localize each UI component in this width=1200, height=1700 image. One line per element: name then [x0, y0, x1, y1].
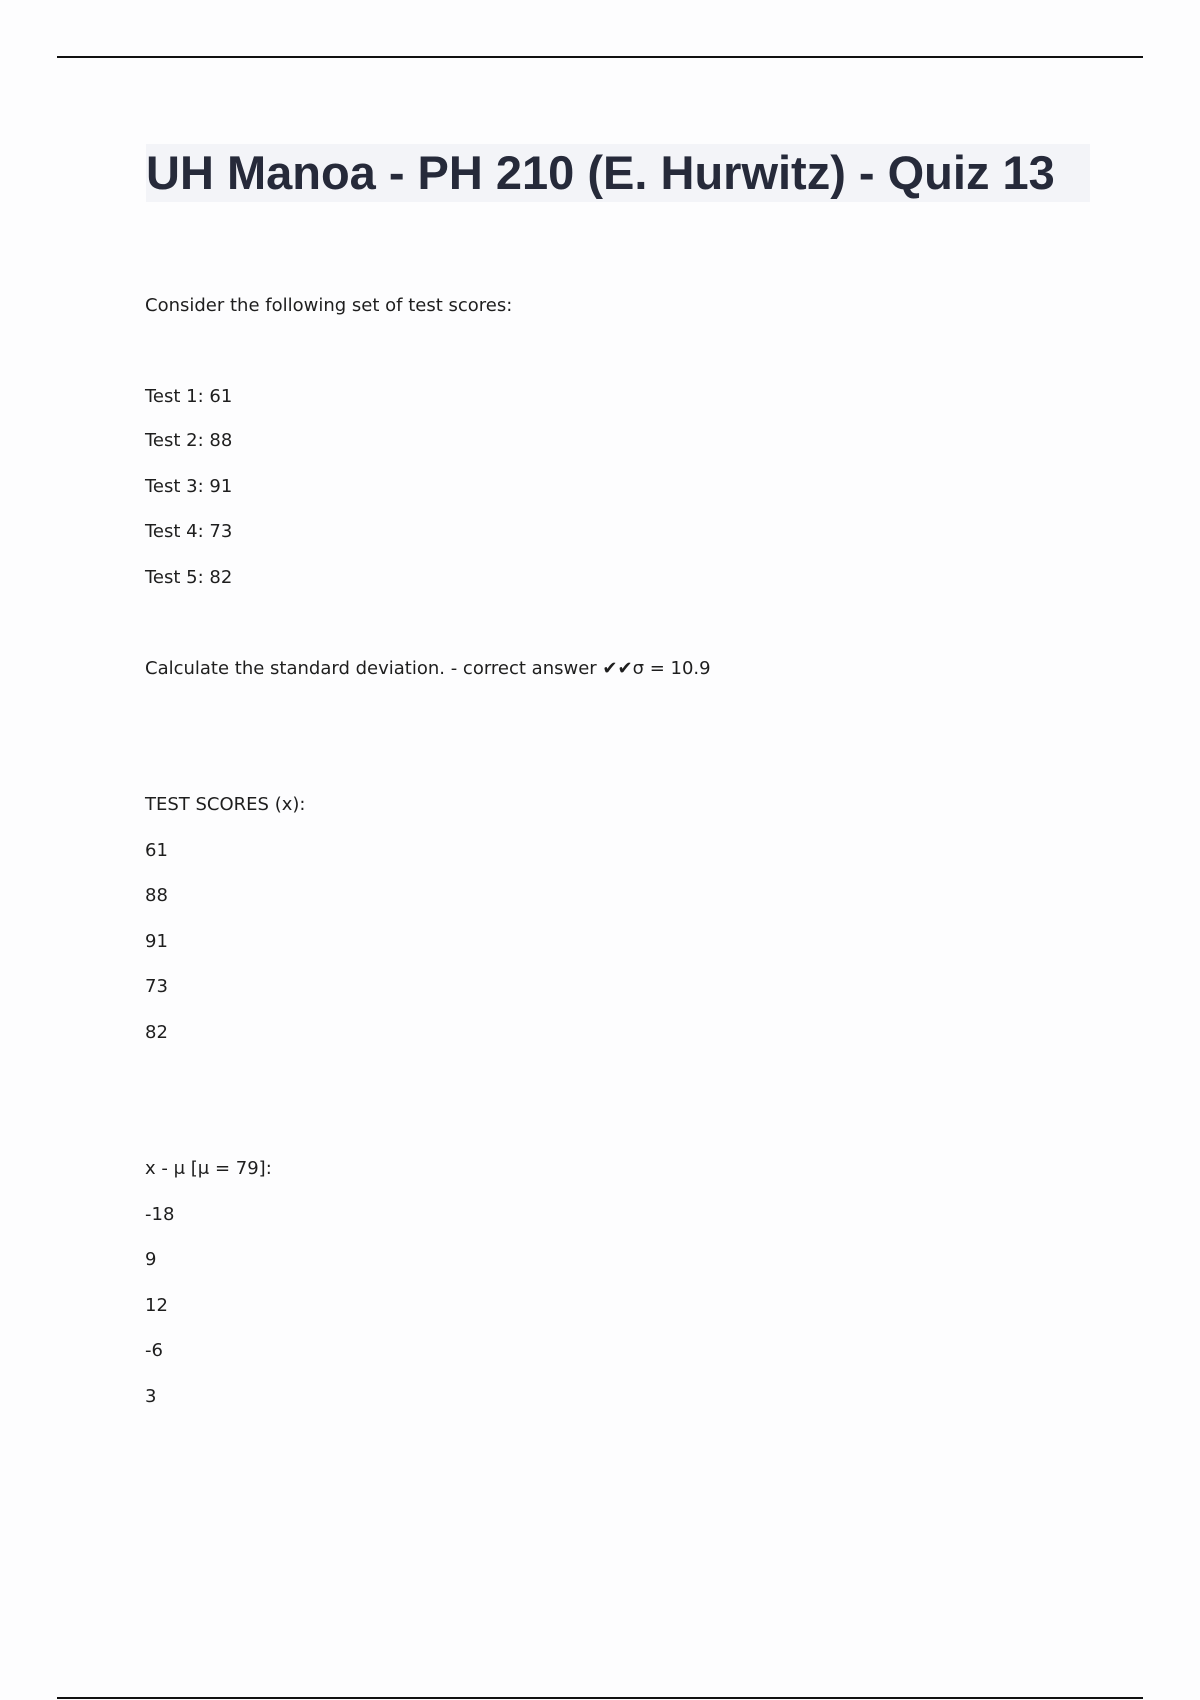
test-4: Test 4: 73	[145, 521, 233, 542]
score-1: 61	[145, 840, 168, 861]
score-4: 73	[145, 976, 168, 997]
scores-heading: TEST SCORES (x):	[145, 794, 306, 815]
page-title: UH Manoa - PH 210 (E. Hurwitz) - Quiz 13	[146, 146, 1055, 199]
bottom-rule	[57, 1697, 1143, 1699]
deviation-heading: x - μ [μ = 79]:	[145, 1158, 272, 1179]
deviation-3: 12	[145, 1295, 168, 1316]
deviation-2: 9	[145, 1249, 157, 1270]
deviation-1: -18	[145, 1204, 175, 1225]
deviation-4: -6	[145, 1340, 163, 1361]
answer-text: σ = 10.9	[632, 658, 711, 679]
test-3: Test 3: 91	[145, 476, 233, 497]
test-2: Test 2: 88	[145, 430, 233, 451]
test-5: Test 5: 82	[145, 567, 233, 588]
score-5: 82	[145, 1022, 168, 1043]
checkmark-icon: ✔✔	[602, 658, 633, 679]
title-highlight	[146, 144, 1090, 202]
score-2: 88	[145, 885, 168, 906]
question-text: Calculate the standard deviation. - correct answer	[145, 658, 603, 679]
question-line	[145, 657, 711, 681]
deviation-5: 3	[145, 1386, 157, 1407]
score-3: 91	[145, 931, 168, 952]
intro-text: Consider the following set of test scores:	[145, 295, 513, 316]
test-1: Test 1: 61	[145, 386, 233, 407]
top-rule	[57, 56, 1143, 58]
